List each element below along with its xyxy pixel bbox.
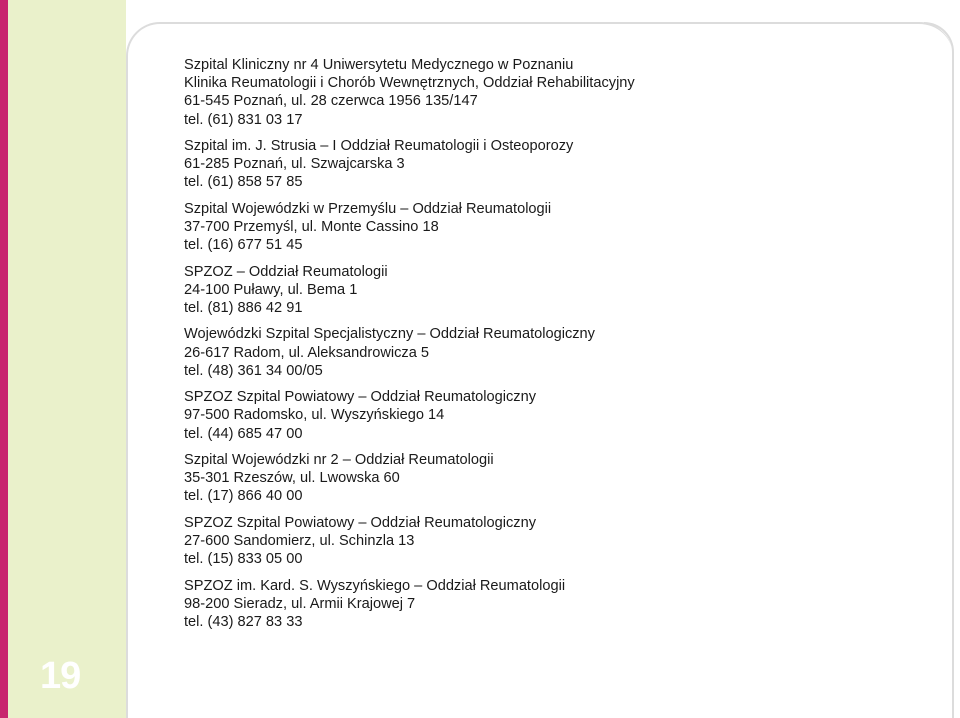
hospital-list [184, 56, 884, 639]
entry-line: 27-600 Sandomierz, ul. Schinzla 13 [184, 532, 415, 549]
entry-line: tel. (81) 886 42 91 [184, 300, 303, 316]
entry-line: tel. (16) 677 51 45 [184, 237, 303, 254]
hospital-entry [184, 577, 884, 632]
entry-line: Szpital Kliniczny nr 4 Uniwersytetu Medycznego w Poznaniu [184, 57, 574, 73]
entry-line: Szpital Wojewódzki nr 2 – Oddział Reumatologii [184, 451, 494, 468]
entry-line: tel. (43) 827 83 33 [184, 613, 303, 630]
entry-line: SPZOZ Szpital Powiatowy – Oddział Reumatologiczny [184, 389, 537, 406]
hospital-entry [184, 137, 884, 192]
hospital-entry [184, 451, 884, 506]
entry-line: 98-200 Sieradz, ul. Armii Krajowej 7 [184, 595, 416, 612]
entry-line: Klinika Reumatologii i Chorób Wewnętrznych, Oddział Rehabilitacyjny [184, 75, 635, 92]
entry-line: 97-500 Radomsko, ul. Wyszyńskiego 14 [184, 407, 445, 424]
entry-line: tel. (61) 831 03 17 [184, 111, 303, 128]
entry-line: tel. (15) 833 05 00 [184, 551, 303, 568]
entry-line: Szpital Wojewódzki w Przemyślu – Oddział Reumatologii [184, 200, 552, 217]
entry-line: 61-545 Poznań, ul. 28 czerwca 1956 135/147 [184, 93, 478, 110]
entry-line: SPZOZ – Oddział Reumatologii [184, 263, 388, 280]
entry-line: Wojewódzki Szpital Specjalistyczny – Oddział Reumatologiczny [184, 326, 595, 343]
hospital-entry [184, 263, 884, 318]
page-number: 19 [40, 655, 81, 697]
accent-stripe [0, 0, 8, 718]
side-panel [8, 0, 126, 718]
entry-line: SPZOZ Szpital Powiatowy – Oddział Reumatologiczny [184, 514, 537, 531]
entry-line: 24-100 Puławy, ul. Bema 1 [184, 281, 358, 298]
hospital-entry [184, 56, 884, 129]
entry-line: tel. (17) 866 40 00 [184, 488, 303, 505]
entry-line: tel. (61) 858 57 85 [184, 174, 303, 191]
entry-line: 37-700 Przemyśl, ul. Monte Cassino 18 [184, 219, 439, 235]
entry-line: tel. (44) 685 47 00 [184, 425, 303, 442]
entry-line: 61-285 Poznań, ul. Szwajcarska 3 [184, 156, 405, 173]
hospital-entry [184, 514, 884, 569]
entry-line: tel. (48) 361 34 00/05 [184, 362, 323, 379]
entry-line: 26-617 Radom, ul. Aleksandrowicza 5 [184, 344, 429, 361]
hospital-entry [184, 200, 884, 255]
entry-line: Szpital im. J. Strusia – I Oddział Reumatologii i Osteoporozy [184, 138, 574, 154]
card-edge-decoration [924, 22, 954, 718]
entry-line: SPZOZ im. Kard. S. Wyszyńskiego – Oddział Reumatologii [184, 577, 566, 594]
hospital-entry [184, 388, 884, 443]
entry-line: 35-301 Rzeszów, ul. Lwowska 60 [184, 470, 400, 487]
hospital-entry [184, 325, 884, 380]
